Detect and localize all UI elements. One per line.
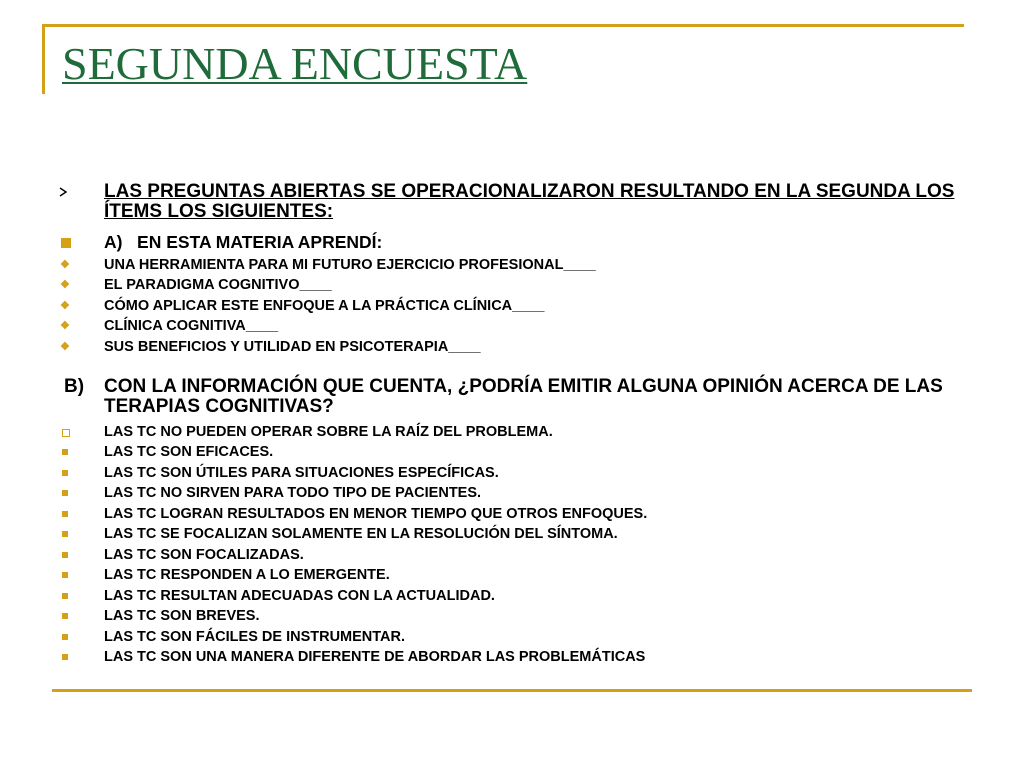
list-item-text: LAS TC RESULTAN ADECUADAS CON LA ACTUALIDAD. xyxy=(104,588,495,604)
list-item-text: LAS TC SON FOCALIZADAS. xyxy=(104,547,304,563)
intro-text: LAS PREGUNTAS ABIERTAS SE OPERACIONALIZARON RESULTANDO EN LA SEGUNDA LOS ÍTEMS LOS SIGUIENTES: xyxy=(104,181,955,222)
bottom-rule xyxy=(52,689,972,692)
square-bullet-icon xyxy=(58,547,98,558)
square-bullet-icon xyxy=(58,444,98,455)
square-bullet-icon xyxy=(58,629,98,640)
left-rule xyxy=(42,24,45,94)
section-b-label: B) xyxy=(64,376,85,397)
diamond-bullet-icon: ❖ xyxy=(60,341,70,353)
list-item-text: SUS BENEFICIOS Y UTILIDAD EN PSICOTERAPIA____ xyxy=(104,339,481,355)
section-a-heading: A) EN ESTA MATERIA APRENDÍ: xyxy=(104,232,383,252)
square-bullet-icon xyxy=(58,649,98,660)
square-bullet-icon xyxy=(58,567,98,578)
list-item-text: LAS TC SON BREVES. xyxy=(104,608,260,624)
square-bullet-icon xyxy=(58,232,98,248)
square-bullet-icon xyxy=(58,465,98,476)
list-item-text: LAS TC SON ÚTILES PARA SITUACIONES ESPECÍFICAS. xyxy=(104,465,499,481)
square-bullet-icon xyxy=(58,506,98,517)
diamond-bullet-icon: ❖ xyxy=(60,279,70,291)
top-rule xyxy=(44,24,964,27)
list-item-text: LAS TC NO PUEDEN OPERAR SOBRE LA RAÍZ DEL PROBLEMA. xyxy=(104,424,553,440)
square-bullet-icon xyxy=(58,526,98,537)
diamond-bullet-icon: ❖ xyxy=(60,259,70,271)
square-bullet-icon xyxy=(58,608,98,619)
diamond-bullet-icon: ❖ xyxy=(60,320,70,332)
square-bullet-icon xyxy=(58,588,98,599)
list-item-text: LAS TC SON UNA MANERA DIFERENTE DE ABORDAR LAS PROBLEMÁTICAS xyxy=(104,649,646,665)
list-item-text: CLÍNICA COGNITIVA____ xyxy=(104,318,279,334)
list-item-text: LAS TC SON FÁCILES DE INSTRUMENTAR. xyxy=(104,629,406,645)
hollow-square-bullet-icon xyxy=(58,424,98,437)
list-item-text: LAS TC LOGRAN RESULTADOS EN MENOR TIEMPO QUE OTROS ENFOQUES. xyxy=(104,506,648,522)
list-item-text: EL PARADIGMA COGNITIVO____ xyxy=(104,277,332,293)
list-item-text: UNA HERRAMIENTA PARA MI FUTURO EJERCICIO PROFESIONAL____ xyxy=(104,257,596,273)
list-item-text: LAS TC NO SIRVEN PARA TODO TIPO DE PACIENTES. xyxy=(104,485,482,501)
list-item-text: LAS TC RESPONDEN A LO EMERGENTE. xyxy=(104,567,390,583)
section-b-heading: CON LA INFORMACIÓN QUE CUENTA, ¿PODRÍA EMITIR ALGUNA OPINIÓN ACERCA DE LAS TERAPIAS COGNITIVAS? xyxy=(104,376,943,417)
slide-title: SEGUNDA ENCUESTA xyxy=(62,38,528,89)
list-item-text: CÓMO APLICAR ESTE ENFOQUE A LA PRÁCTICA CLÍNICA____ xyxy=(104,298,545,314)
list-item-text: LAS TC SE FOCALIZAN SOLAMENTE EN LA RESOLUCIÓN DEL SÍNTOMA. xyxy=(104,526,618,542)
arrow-bullet-icon xyxy=(58,182,98,203)
diamond-bullet-icon: ❖ xyxy=(60,300,70,312)
list-item-text: LAS TC SON EFICACES. xyxy=(104,444,274,460)
square-bullet-icon xyxy=(58,485,98,496)
